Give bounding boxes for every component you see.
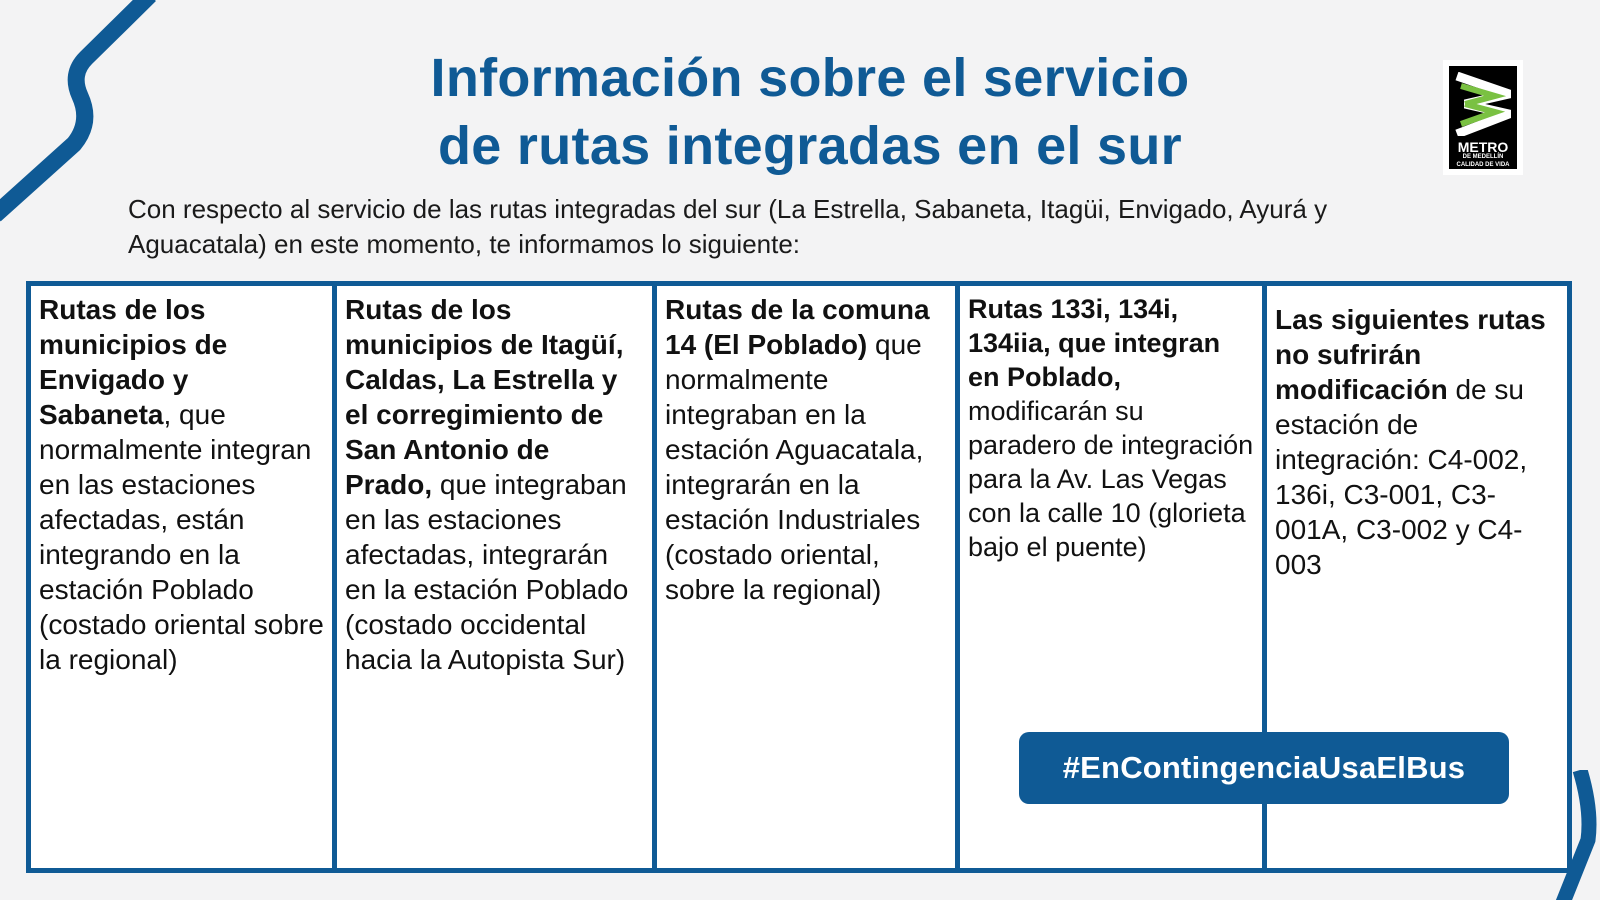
metro-medellin-logo [1443, 60, 1523, 175]
page-title [300, 44, 1320, 180]
column-heading: Rutas de la comuna 14 (El Poblado) [665, 294, 930, 360]
column-envigado-sabaneta [31, 286, 337, 868]
column-text: que integraban en las estaciones afectadas, integrarán en la estación Poblado (costado occidental hacia la Autopista Sur) [345, 469, 629, 675]
logo-name: METRO [1457, 139, 1509, 155]
logo-badge [1449, 66, 1517, 169]
logo-subtitle: DE MEDELLÍN [1462, 154, 1504, 160]
column-heading: Rutas 133i, 134i, 134iia, que integran en Poblado, [968, 294, 1221, 392]
column-heading: Rutas de los municipios de Itagüí, Caldas, La Estrella y el corregimiento de San Antonio de Prado, [345, 294, 624, 500]
metro-logo-icon [1455, 72, 1511, 136]
column-text: , que normalmente integran en las estaciones afectadas, están integrando en la estación Poblado (costado oriental sobre la regional) [39, 399, 324, 675]
title-line-2: de rutas integradas en el sur [438, 116, 1182, 176]
title-line-1: Información sobre el servicio [430, 48, 1190, 108]
column-heading: Rutas de los municipios de Envigado y Sabaneta [39, 294, 228, 430]
logo-tagline: CALIDAD DE VIDA [1456, 162, 1510, 168]
column-itagui-caldas-estrella [337, 286, 657, 868]
column-comuna-14 [657, 286, 960, 868]
intro-paragraph: Con respecto al servicio de las rutas integradas del sur (La Estrella, Sabaneta, Itagüi, Envigado, Ayurá y Aguacatala) en este momento, te informamos lo siguiente: [128, 194, 1328, 259]
column-text: modificarán su paradero de integración para la Av. Las Vegas con la calle 10 (glorieta bajo el puente) [968, 396, 1254, 562]
column-text: de su estación de integración: C4-002, 136i, C3-001, C3-001A, C3-002 y C4-003 [1275, 374, 1528, 580]
hashtag-badge: #EnContingenciaUsaElBus [1019, 732, 1509, 804]
column-text: que normalmente integraban en la estación Aguacatala, integrarán en la estación Industriales (costado oriental, sobre la regional) [665, 329, 924, 605]
column-heading: Las siguientes rutas no sufrirán modificación [1275, 304, 1546, 405]
